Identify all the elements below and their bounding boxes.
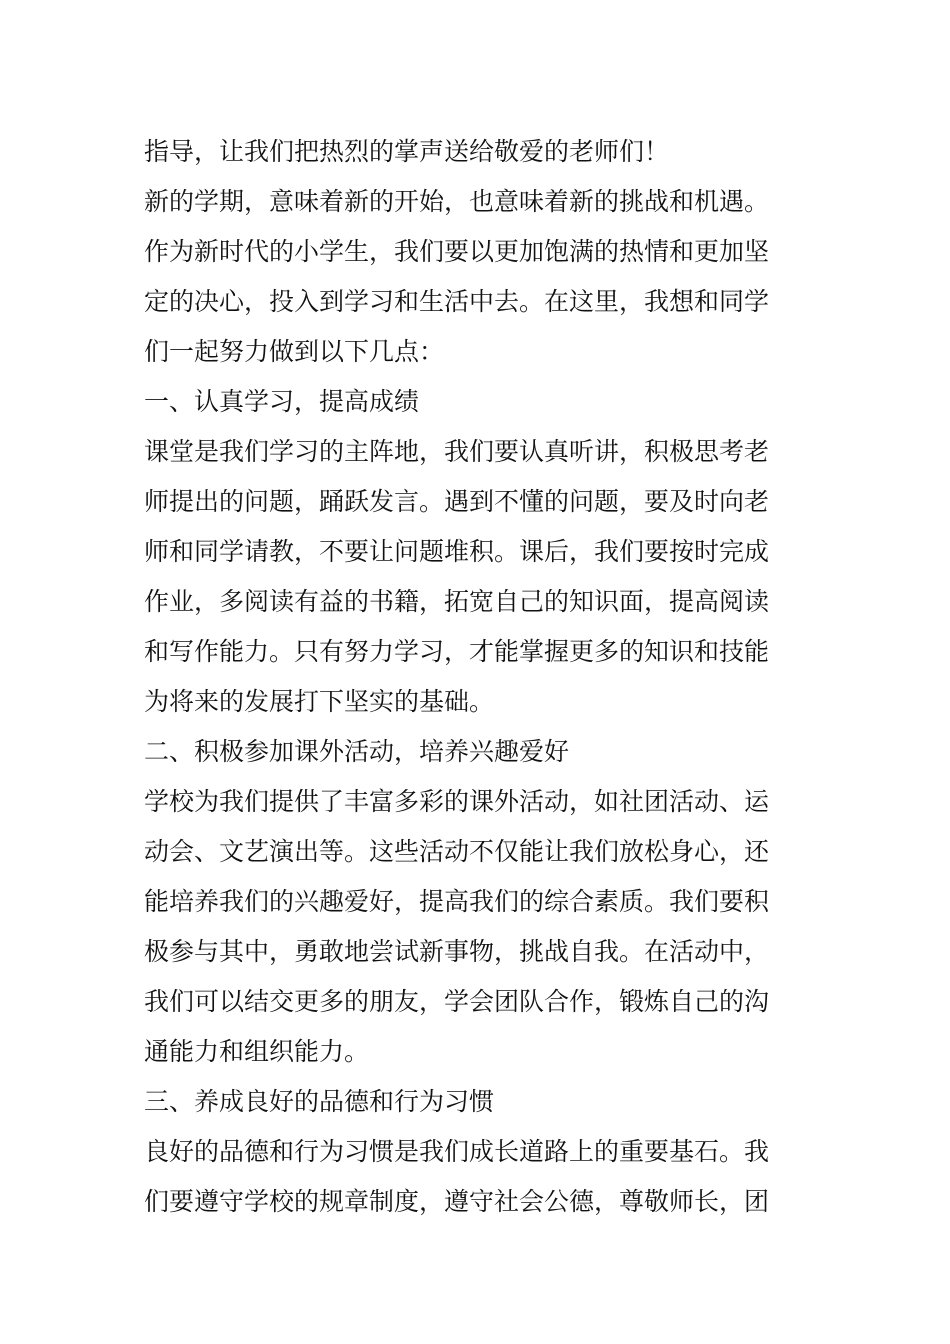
text-line: 课堂是我们学习的主阵地，我们要认真听讲，积极思考老 [144, 437, 770, 466]
text-line: 通能力和组织能力。 [144, 1037, 370, 1066]
section-heading-2: 二、积极参加课外活动，培养兴趣爱好 [144, 737, 570, 766]
text-line: 指导，让我们把热烈的掌声送给敬爱的老师们！ [144, 137, 670, 166]
text-line: 我们可以结交更多的朋友，学会团队合作，锻炼自己的沟 [144, 987, 770, 1016]
text-line: 们一起努力做到以下几点： [144, 337, 445, 366]
text-line: 和写作能力。只有努力学习，才能掌握更多的知识和技能 [144, 637, 770, 666]
text-line: 为将来的发展打下坚实的基础。 [144, 687, 495, 716]
section-heading-1: 一、认真学习，提高成绩 [144, 387, 420, 416]
text-line: 能培养我们的兴趣爱好，提高我们的综合素质。我们要积 [144, 887, 770, 916]
text-line: 作业，多阅读有益的书籍，拓宽自己的知识面，提高阅读 [144, 587, 770, 616]
text-line: 新的学期，意味着新的开始，也意味着新的挑战和机遇。 [144, 187, 770, 216]
document-body [144, 127, 814, 1227]
text-line: 定的决心，投入到学习和生活中去。在这里，我想和同学 [144, 287, 770, 316]
text-line: 师和同学请教，不要让问题堆积。课后，我们要按时完成 [144, 537, 770, 566]
text-line: 动会、文艺演出等。这些活动不仅能让我们放松身心，还 [144, 837, 770, 866]
text-line: 们要遵守学校的规章制度，遵守社会公德，尊敬师长，团 [144, 1187, 770, 1216]
text-line: 极参与其中，勇敢地尝试新事物，挑战自我。在活动中， [144, 937, 770, 966]
text-line: 学校为我们提供了丰富多彩的课外活动，如社团活动、运 [144, 787, 770, 816]
text-line: 良好的品德和行为习惯是我们成长道路上的重要基石。我 [144, 1137, 770, 1166]
text-line: 师提出的问题，踊跃发言。遇到不懂的问题，要及时向老 [144, 487, 770, 516]
text-line: 作为新时代的小学生，我们要以更加饱满的热情和更加坚 [144, 237, 770, 266]
section-heading-3: 三、养成良好的品德和行为习惯 [144, 1087, 495, 1116]
